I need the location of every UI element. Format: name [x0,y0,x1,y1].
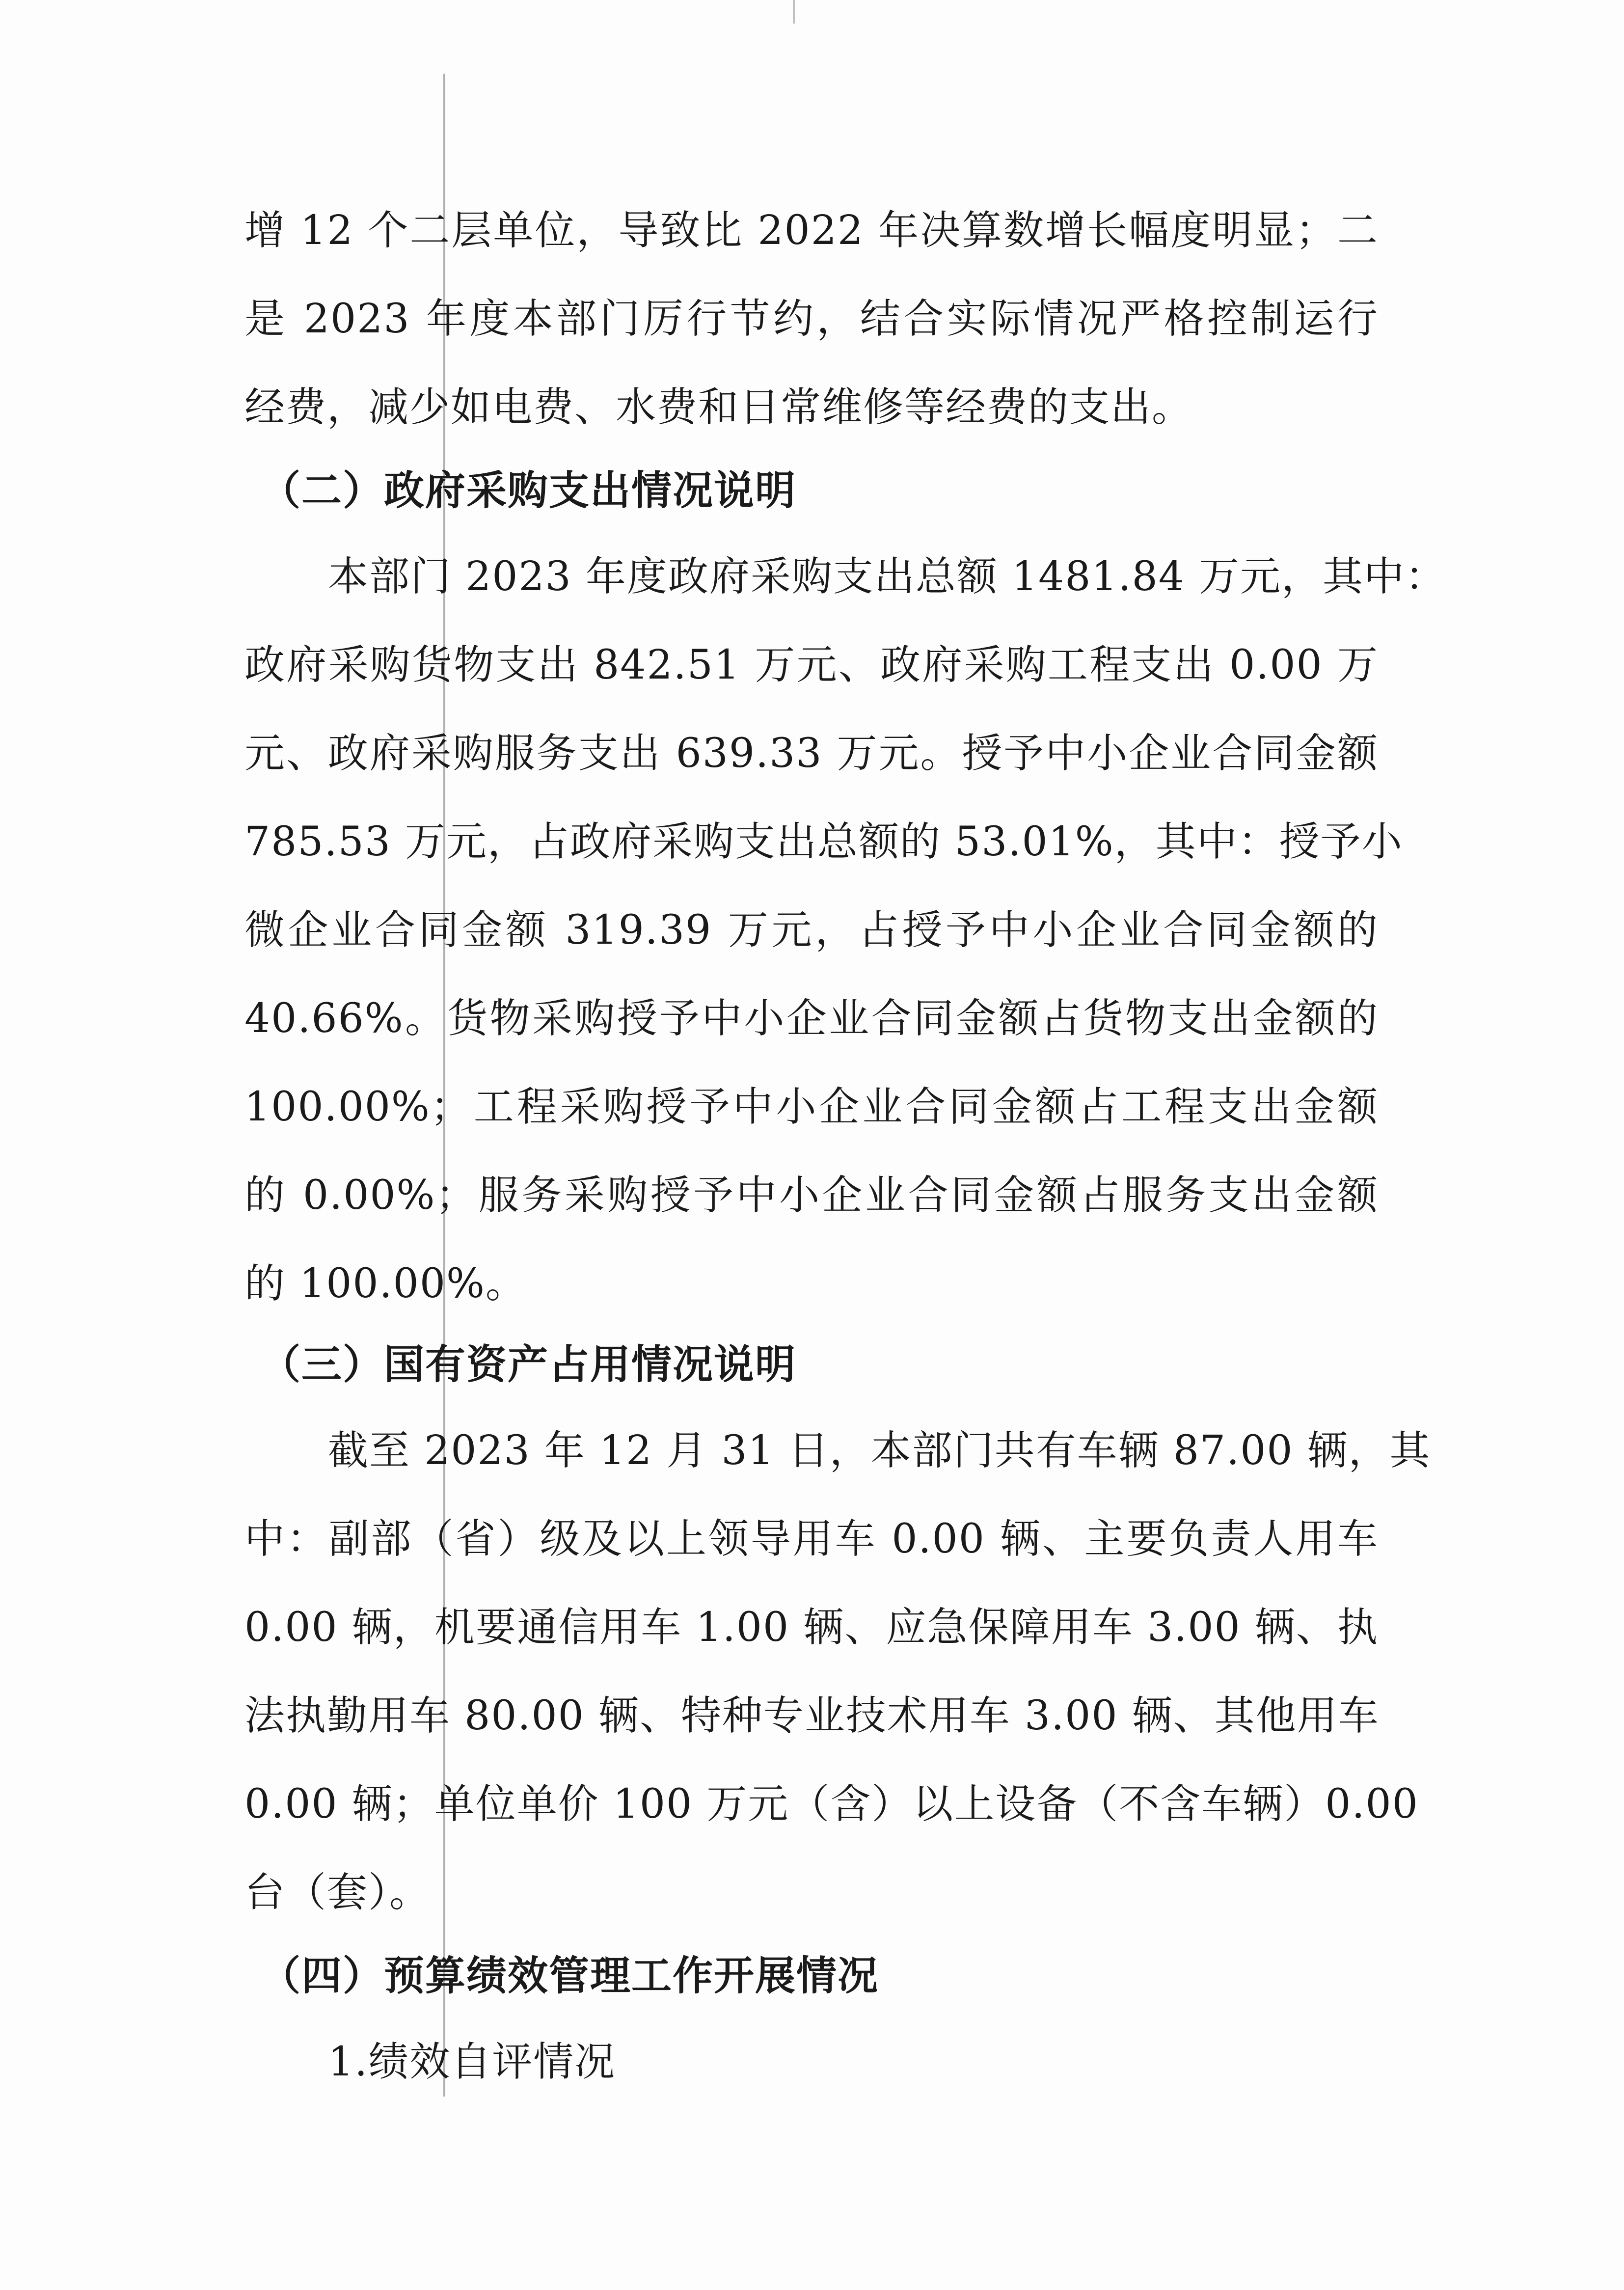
paragraph-line: 政府采购货物支出 842.51 万元、政府采购工程支出 0.00 万 [244,642,1379,688]
section-heading-performance: （四）预算绩效管理工作开展情况 [260,1953,879,1999]
paragraph-line: 0.00 辆，机要通信用车 1.00 辆、应急保障用车 3.00 辆、执 [244,1604,1379,1651]
paragraph-line: 是 2023 年度本部门厉行节约，结合实际情况严格控制运行 [244,296,1379,342]
paragraph-line: 台（套）。 [244,1869,431,1916]
paragraph-line: 法执勤用车 80.00 辆、特种专业技术用车 3.00 辆、其他用车 [244,1692,1380,1739]
paragraph-line: 微企业合同金额 319.39 万元，占授予中小企业合同金额的 [244,907,1379,954]
paragraph-line: 经费，减少如电费、水费和日常维修等经费的支出。 [244,384,1193,431]
subsection-title: 1.绩效自评情况 [328,2039,616,2085]
section-heading-procurement: （二）政府采购支出情况说明 [260,467,797,514]
paragraph-line: 0.00 辆；单位单价 100 万元（含）以上设备（不含车辆）0.00 [244,1781,1419,1827]
paragraph-line: 的 100.00%。 [244,1260,527,1307]
paragraph-line: 元、政府采购服务支出 639.33 万元。授予中小企业合同金额 [244,730,1379,777]
scan-artifact-top [793,0,795,24]
paragraph-line: 的 0.00%；服务采购授予中小企业合同金额占服务支出金额 [244,1172,1379,1219]
paragraph-line: 截至 2023 年 12 月 31 日，本部门共有车辆 87.00 辆，其 [328,1427,1431,1474]
paragraph-line: 100.00%；工程采购授予中小企业合同金额占工程支出金额 [244,1084,1379,1130]
paragraph-line: 本部门 2023 年度政府采购支出总额 1481.84 万元，其中： [328,553,1447,600]
paragraph-line: 785.53 万元，占政府采购支出总额的 53.01%，其中：授予小 [244,818,1403,865]
paragraph-line: 增 12 个二层单位，导致比 2022 年决算数增长幅度明显；二 [244,207,1379,254]
section-heading-assets: （三）国有资产占用情况说明 [260,1341,797,1388]
paragraph-line: 中：副部（省）级及以上领导用车 0.00 辆、主要负责人用车 [244,1516,1379,1562]
paragraph-line: 40.66%。货物采购授予中小企业合同金额占货物支出金额的 [244,995,1379,1042]
